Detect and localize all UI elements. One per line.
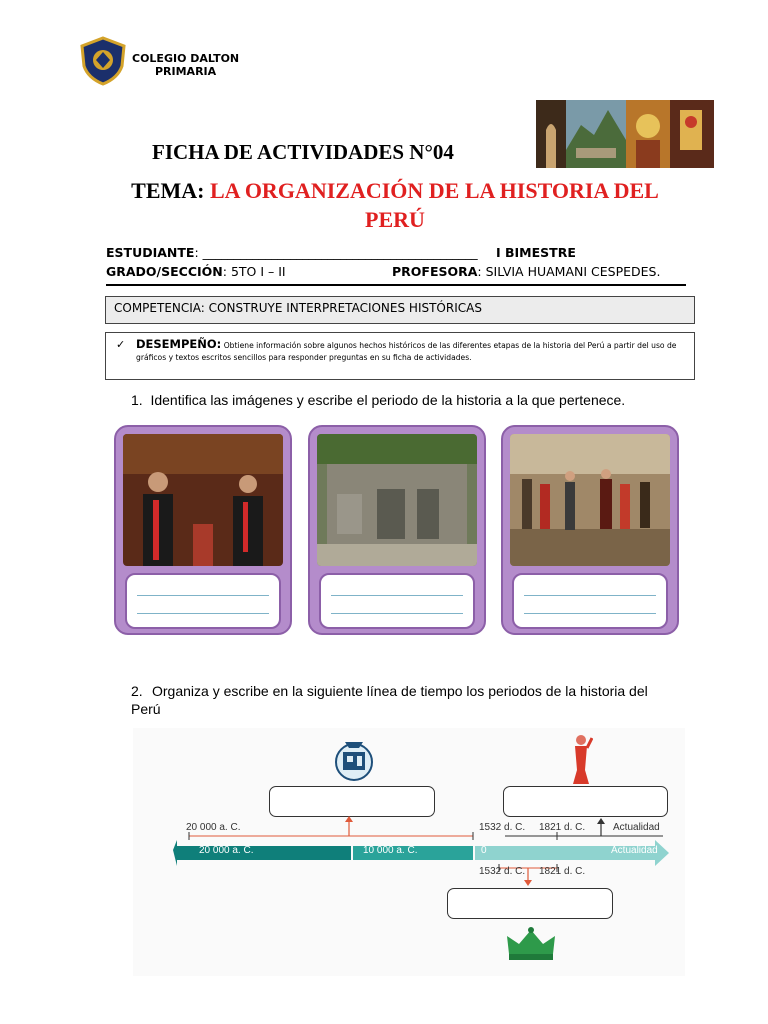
tick-label: 20 000 a. C.	[186, 822, 241, 833]
royal-crown-icon	[503, 924, 559, 964]
school-name: COLEGIO DALTON PRIMARIA	[132, 52, 240, 78]
timeline-answer-box[interactable]	[447, 888, 613, 919]
bar-label: 10 000 a. C.	[363, 845, 418, 856]
tick-label: 1821 d. C.	[539, 866, 586, 877]
divider	[106, 284, 686, 286]
shield-crest-icon	[78, 36, 128, 86]
bar-label: Actualidad	[611, 845, 658, 856]
school-logo	[78, 36, 128, 86]
peru-history-collage-image	[536, 100, 714, 168]
question-2: 2. Organiza y escribe en la siguiente línea de tiempo los periodos de la historia del Perú	[131, 683, 648, 717]
performance-box	[105, 332, 695, 380]
bar-label: 20 000 a. C.	[199, 845, 254, 856]
topic-label: TEMA:	[131, 178, 205, 203]
image-card	[501, 425, 679, 635]
student-line	[106, 245, 478, 260]
stone-ruins-image	[317, 434, 477, 566]
student-label: ESTUDIANTE	[106, 245, 195, 260]
student-field[interactable]: : ____________________________________________	[194, 245, 478, 260]
image-card	[114, 425, 292, 635]
grade-line	[106, 264, 286, 279]
performance-text: Obtiene información sobre algunos hechos históricos de las diferentes etapas de la historia del Perú a partir del uso de gráficos y textos escritos sencillos para responder preguntas en su ficha de actividades.	[136, 341, 677, 362]
bar-label: 0	[481, 845, 487, 856]
bimester: I BIMESTRE	[496, 245, 576, 260]
spanish-conquistadors-painting-image	[510, 434, 670, 566]
performance-label: DESEMPEÑO:	[136, 337, 222, 351]
grade-value: : 5TO I – II	[222, 264, 286, 279]
teacher-value: : SILVIA HUAMANI CESPEDES.	[477, 264, 661, 279]
grade-label: GRADO/SECCIÓN	[106, 264, 223, 279]
teacher-line	[392, 264, 660, 279]
topic-heading	[100, 176, 690, 234]
question-1: 1. Identifica las imágenes y escribe el periodo de la historia a la que pertenece.	[131, 392, 626, 408]
check-icon: ✓	[116, 338, 126, 351]
answer-box[interactable]	[125, 573, 281, 629]
competency-box: COMPETENCIA: CONSTRUYE INTERPRETACIONES HISTÓRICAS	[105, 296, 695, 324]
image-card	[308, 425, 486, 635]
timeline	[133, 728, 685, 976]
presidential-ceremony-image	[123, 434, 283, 566]
answer-box[interactable]	[319, 573, 475, 629]
topic-text: LA ORGANIZACIÓN DE LA HISTORIA DEL PERÚ	[209, 178, 659, 232]
tick-label: Actualidad	[613, 822, 660, 833]
teacher-label: PROFESORA	[392, 264, 478, 279]
tick-label: 1821 d. C.	[539, 822, 586, 833]
tick-label: 1532 d. C.	[479, 866, 526, 877]
tick-label: 1532 d. C.	[479, 822, 526, 833]
page-title: FICHA DE ACTIVIDADES N°04	[152, 140, 454, 164]
answer-box[interactable]	[512, 573, 668, 629]
